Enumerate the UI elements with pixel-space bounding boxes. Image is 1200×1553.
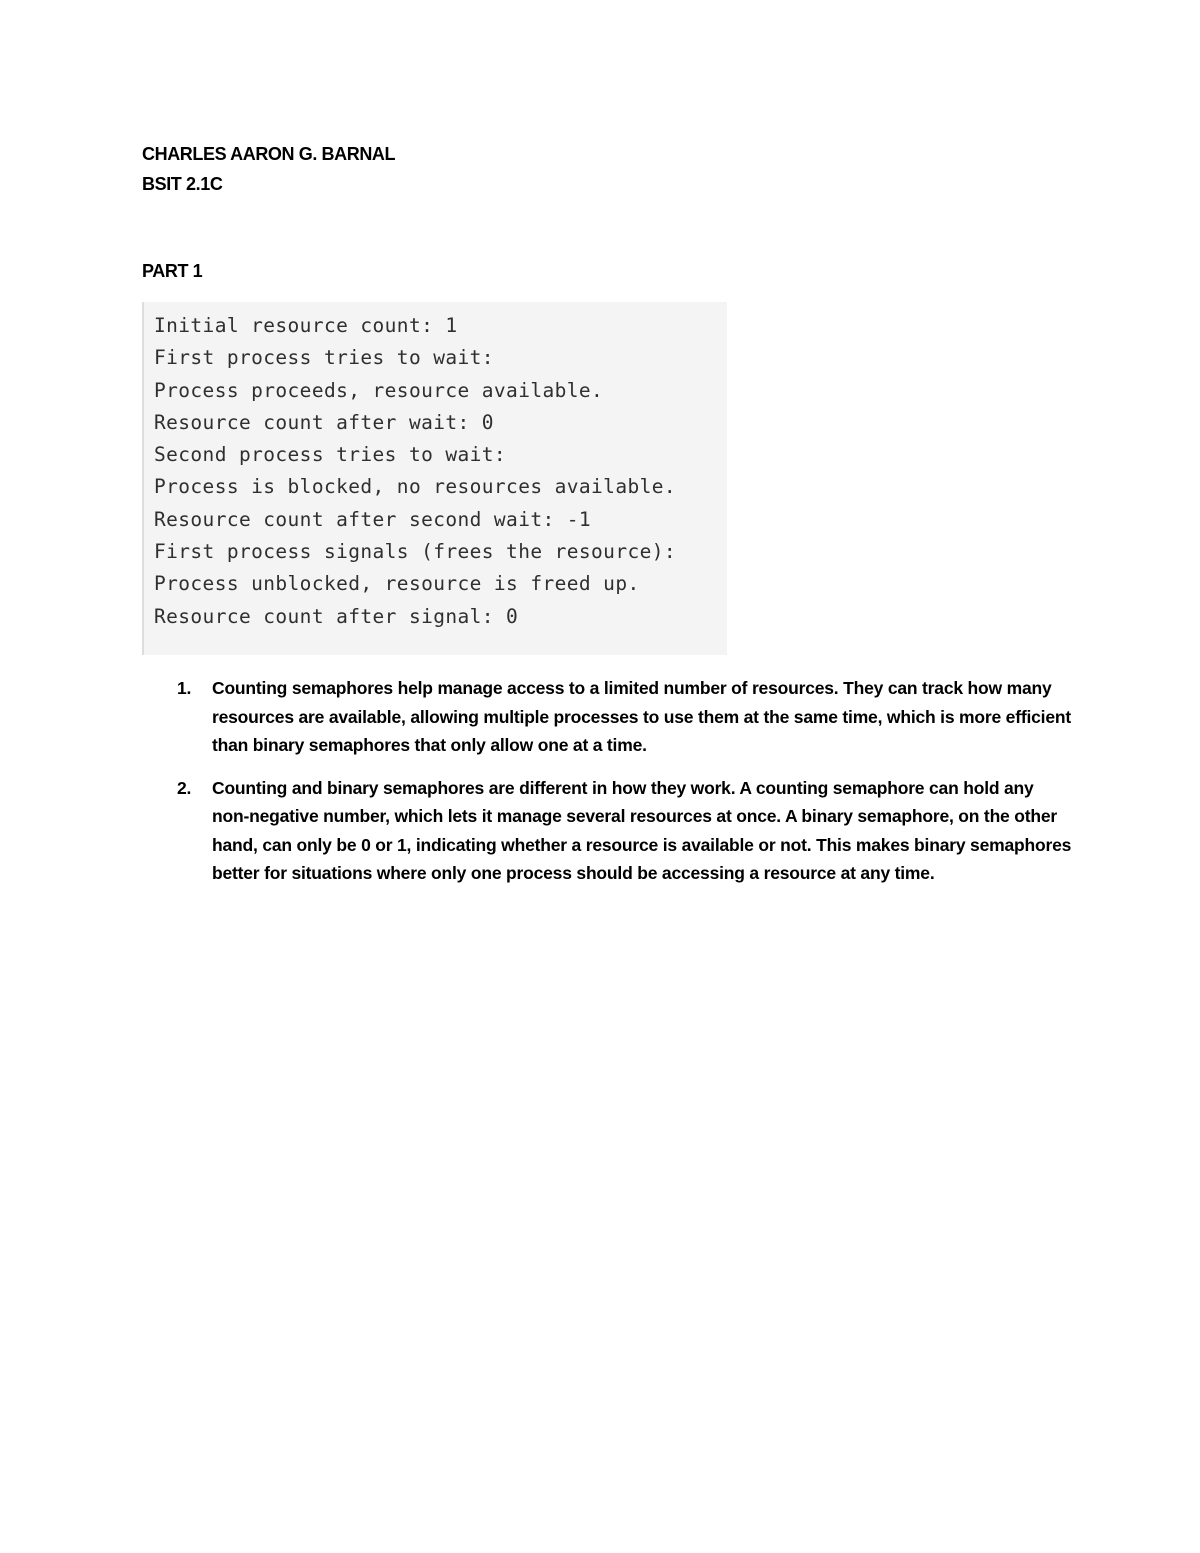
output-line: Process is blocked, no resources available. [154, 475, 677, 499]
output-line: First process tries to wait: [154, 346, 494, 370]
answer-item [142, 774, 1072, 888]
output-line: Resource count after wait: 0 [154, 410, 494, 434]
answer-number: 1. [177, 678, 192, 698]
class-section: BSIT 2.1C [142, 174, 223, 194]
output-line: Second process tries to wait: [154, 443, 507, 467]
output-line: Process proceeds, resource available. [154, 378, 604, 402]
answer-number: 2. [177, 777, 192, 798]
answer-item [142, 674, 1072, 760]
program-output-screenshot [142, 302, 727, 655]
answer-text: Counting semaphores help manage access to a limited number of resources. They can track how many resources are available, allowing multiple processes to use them at the same time, which is more efficient than binary semaphores that only allow one at a time. [212, 678, 1071, 755]
author-name: CHARLES AARON G. BARNAL [142, 144, 396, 164]
output-line: First process signals (frees the resource): [154, 540, 677, 564]
part-heading: PART 1 [142, 261, 203, 281]
answer-text: Counting and binary semaphores are different in how they work. A counting semaphore can hold any non-negative number, which lets it manage several resources at once. A binary semaphore, on the other hand, can only be 0 or 1, indicating whether a resource is available or not. This makes binary semaphores better for situations where only one process should be accessing a resource at any time. [212, 777, 1072, 883]
output-line: Resource count after signal: 0 [154, 604, 519, 628]
answers-list [142, 674, 1072, 902]
output-line: Initial resource count: 1 [154, 314, 458, 337]
output-lines [154, 310, 676, 633]
output-line: Process unblocked, resource is freed up. [154, 572, 640, 596]
output-line: Resource count after second wait: -1 [154, 507, 592, 531]
